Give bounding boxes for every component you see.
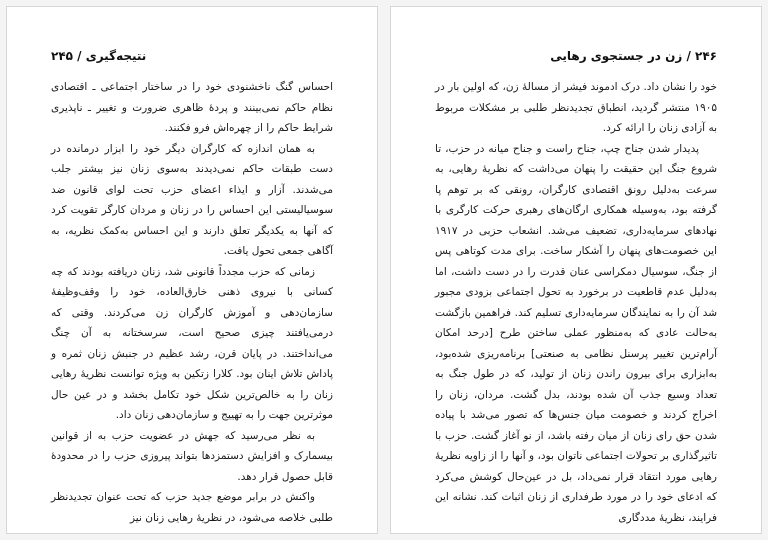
paragraph: زمانی که حزب مجدداً قانونی شد، زنان دریافته بودند که چه کسانی با نیروی ذهنی خارق‌العاده، خود را وقف‌وظیفه‌ٔ سازمان‌دهی و آموزش کارگران زن می‌کردند. وقتی که درمی‌یافتند چیزی صحیح است، سرسختانه به آن چنگ می‌انداختند. در پایان قرن، رشد عظیم در جنبش زنان ثمره و پاداش تلاش اینان بود. کلارا زتکین به ویژه توانست نظریه‌ٔ رهایی زنان را به خالص‌ترین شکل خود تکامل بخشد و در عین حال موثرترین جهت را به تهییج و سازمان‌دهی زنان داد. (51, 265, 333, 421)
page-header-chapter-title: نتیجه‌گیری / ۲۴۵ (51, 49, 147, 63)
paragraph: پدیدار شدن جناح چپ، جناح راست و جناح میانه در حزب، تا شروع جنگ این حقیقت را پنهان می‌داشت که نظریه‌ٔ رهایی، به سرعت به‌دلیل رونق اقتصادی کارگران، رونقی که بر توهم پا گرفته بود، به‌وسیله همکاری ارگان‌های رهبری حرکت کارگری با نهادهای سرمایه‌داری، تضعیف می‌شد. انشعاب حزبی در ۱۹۱۷ این خصومت‌های پنهان را آشکار ساخت. برای مدت کوتاهی پس از جنگ، سوسیال دمکراسی عنان قدرت را در دست داشت، اما به‌دلیل عدم قاطعیت در برخورد به تحول اجتماعی بزودی مجبور شد آن را به نمایندگان سرمایه‌داری تسلیم کند. فراهمین بازگشت به‌حالت عادی که به‌منظور عملی ساختن طرح [درحد امکان آرام‌ترین تغییر پرسنل نظامی به صنعتی] برنامه‌ریزی شده‌بود، به‌ابزاری برای بیرون راندن زنان از تولید، که در طول جنگ به تعداد وسیع جذب آن شده بودند، بدل گشت. مردان، زنان را اخراج کردند و خصومت میان جنس‌ها که تصور می‌شد با پیاده شدن حق رای زنان از میان رفته باشد، از نو آغاز گشت. حزب با تاثیرگذاری بر تحولات اجتماعی ناتوان بود، و آنها را از زاویه نظریه‌ٔ رهایی مورد انتقاد قرار نمی‌داد، بل در عین‌حال کوشش می‌کرد که ادعای خود را در مورد طرفداری از زنان اثبات کند. نشانه این فرایند، نظریه‌ٔ مددگاری (435, 142, 717, 524)
left-page (6, 6, 378, 534)
paragraph: واکنش در برابر موضع جدید حزب که تحت عنوان تجدیدنظر طلبی خلاصه می‌شود، در نظریه‌ٔ رهایی زنان نیز (51, 491, 333, 524)
right-page (390, 6, 762, 534)
page-body-text (51, 77, 333, 528)
page-body-text (435, 77, 717, 528)
page-header-book-title: ۲۴۶ / زن در جستجوی رهایی (550, 49, 717, 63)
paragraph: به همان اندازه که کارگران دیگر خود را ابزار درمانده در دست طبقات حاکم نمی‌دیدند به‌سوی زنان نیز بیشتر جلب می‌شدند. آزار و ایذاء اعضای حزب تحت لوای قانون ضد سوسیالیستی این احساس را در زنان و مردان کارگر تقویت کرد که آنها به یکدیگر تعلق دارند و این احساس به‌کمک نظریه، به آگاهی جمعی تحول یافت. (51, 142, 333, 257)
paragraph: خود را نشان داد. درک ادموند فیشر از مساله‌ٔ زن، که اولین بار در ۱۹۰۵ منتشر گردید، انطباق تجدیدنظر طلبی بر مشکلات مربوط به آزادی زنان را ارائه کرد. (435, 81, 717, 134)
paragraph: احساس گنگ ناخشنودی خود را در ساختار اجتماعی ـ اقتصادی نظام حاکم نمی‌بینند و پرده‌ٔ ظاهری ضرورت و تغییر ـ ناپذیری شرایط حاکم را از چهره‌اش فرو فکنند. (51, 81, 333, 134)
paragraph: به نظر می‌رسید که جهش در عضویت حزب به از قوانین بیسمارک و افزایش دستمزدها بتواند پیروزی حزب را در محدوده‌ٔ قابل حصول قرار دهد. (51, 429, 333, 483)
